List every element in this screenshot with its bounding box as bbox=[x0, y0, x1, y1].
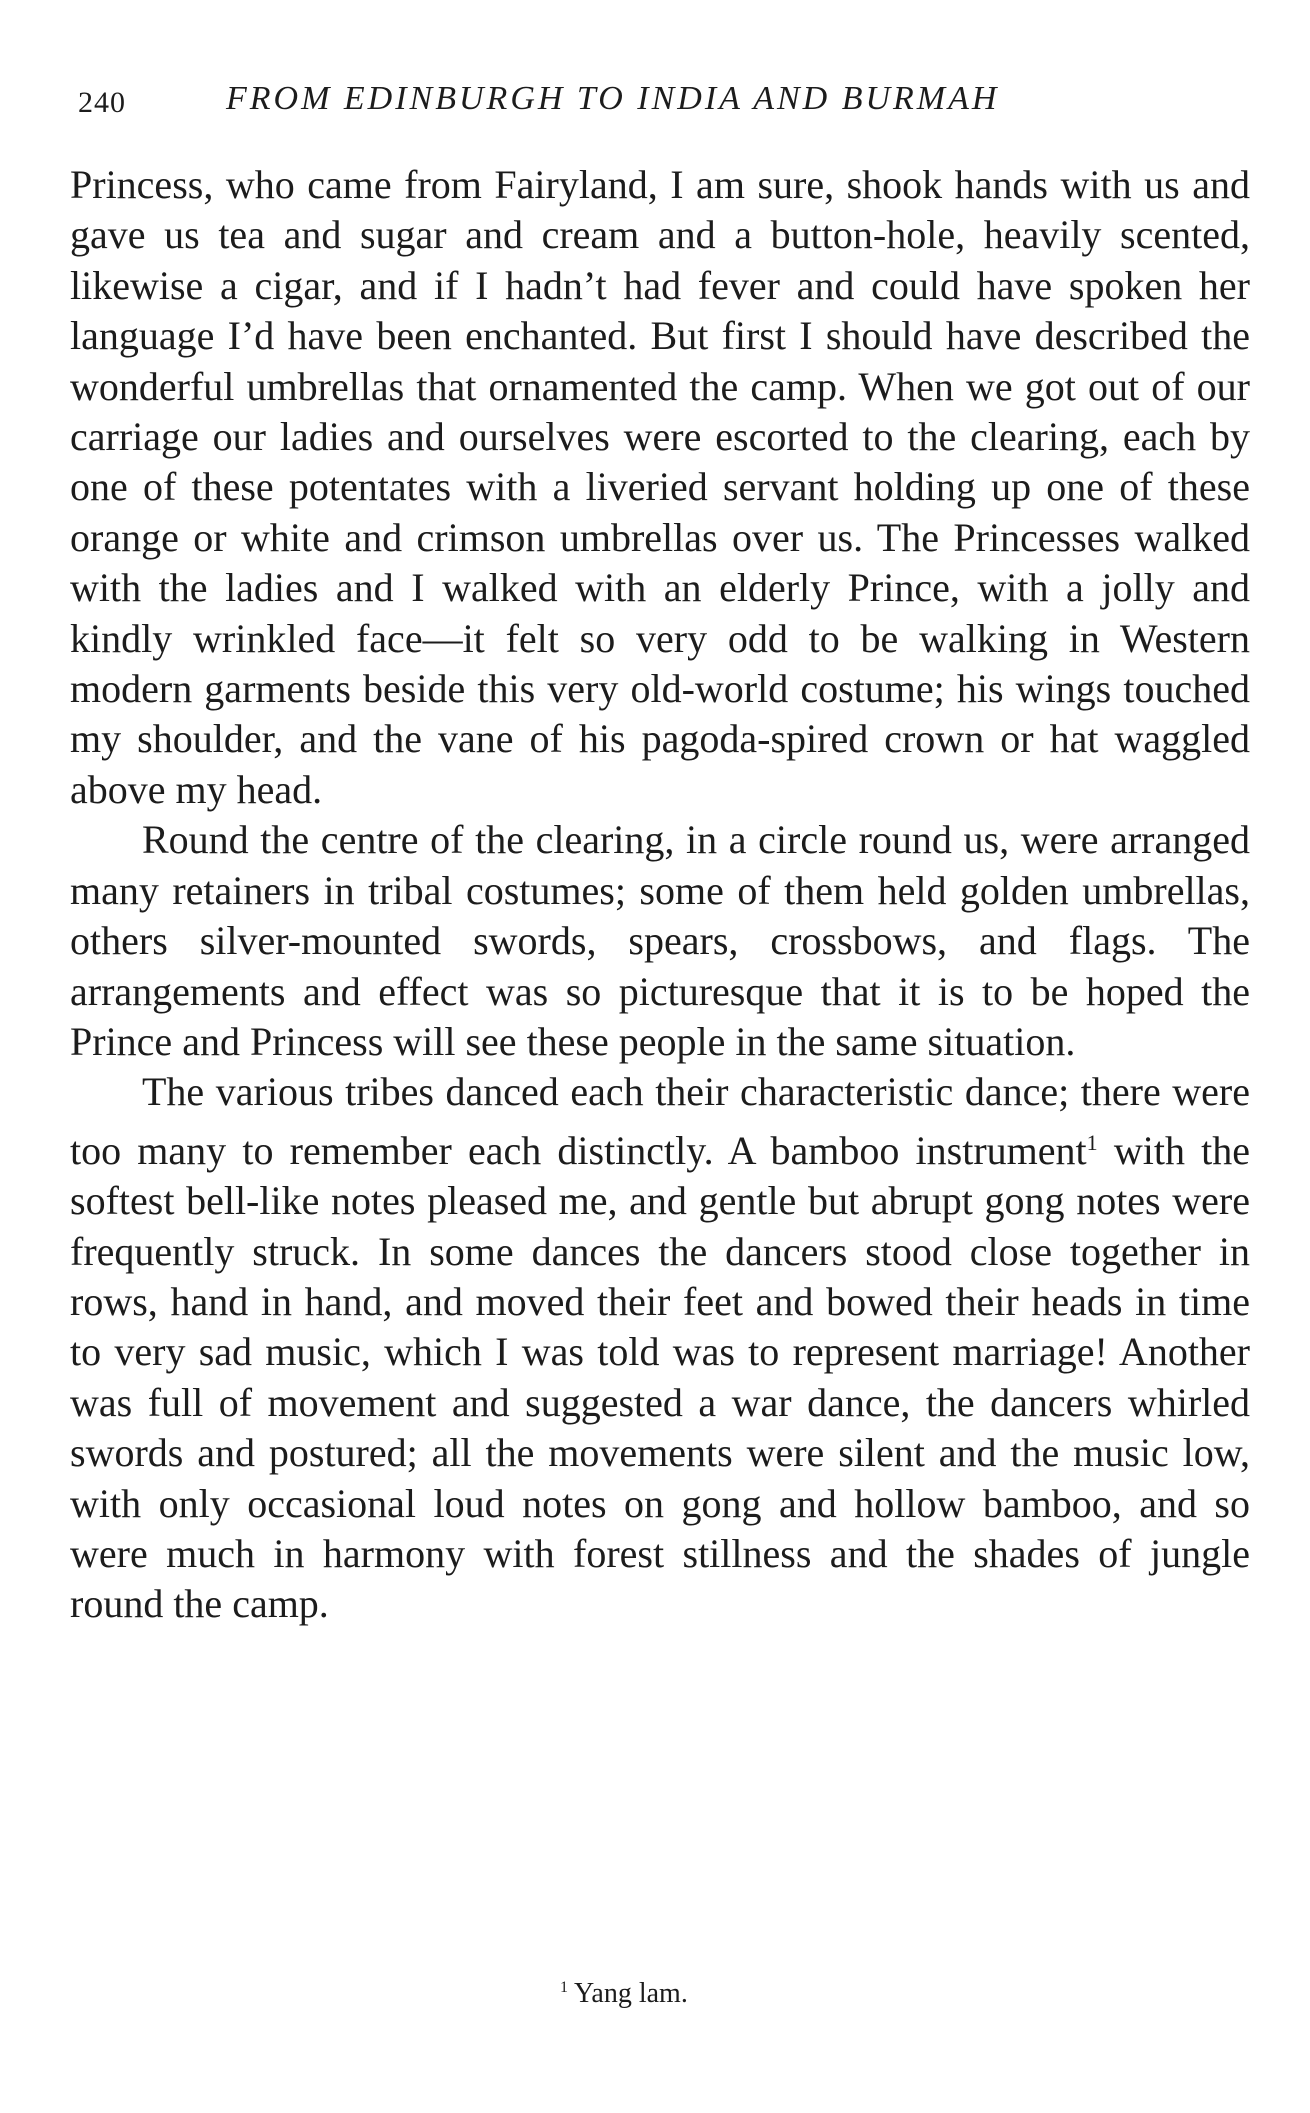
paragraph-2: Round the centre of the clearing, in a circle round us, were arranged many retainers in tribal costumes; some of them held golden umbrellas, others silver-mounted swords, spears, crossbows, and flags. The arrangements and effect was so picturesque that it is to be hoped the Prince and Princess will see these people in the same situation. bbox=[70, 817, 1250, 1064]
paragraph-3-text-before-note: The various tribes danced each their characteristic dance; there were too many to remember each distinctly. A bamboo instrument bbox=[70, 1069, 1250, 1173]
running-title: FROM EDINBURGH TO INDIA AND BURMAH bbox=[226, 80, 1000, 117]
page-number: 240 bbox=[78, 86, 126, 119]
paragraph-3-text-after-note: with the softest bell-like notes pleased me, and gentle but abrupt gong notes were frequently struck. In some dances the dancers stood close together in rows, hand in hand, and moved their feet and bowed their heads in time to very sad music, which I was told was to represent marriage! Another was full of movement and suggested a war dance, the dancers whirled swords and postured; all the movements were silent and the music low, with only occasional loud notes on gong and hollow bamboo, and so were much in harmony with forest stillness and the shades of jungle round the camp. bbox=[70, 1127, 1250, 1627]
footnote-text: Yang lam. bbox=[574, 1978, 688, 2009]
body-text bbox=[70, 160, 1250, 1630]
footnote bbox=[560, 1978, 688, 2010]
footnote-reference-mark: 1 bbox=[1086, 1129, 1098, 1155]
paragraph-3 bbox=[70, 1067, 1250, 1629]
page-header bbox=[78, 80, 1258, 140]
footnote-mark: 1 bbox=[560, 1979, 568, 1996]
paragraph-1: Princess, who came from Fairyland, I am sure, shook hands with us and gave us tea and sugar and cream and a button-hole, heavily scented, likewise a cigar, and if I hadn’t had fever and could have spoken her language I’d have been enchanted. But first I should have described the wonderful umbrellas that ornamented the camp. When we got out of our carriage our ladies and ourselves were escorted to the clearing, each by one of these potentates with a liveried servant holding up one of these orange or white and crimson umbrellas over us. The Princesses walked with the ladies and I walked with an elderly Prince, with a jolly and kindly wrinkled face—it felt so very odd to be walking in Western modern garments beside this very old-world costume; his wings touched my shoulder, and the vane of his pagoda-spired crown or hat waggled above my head. bbox=[70, 162, 1250, 812]
